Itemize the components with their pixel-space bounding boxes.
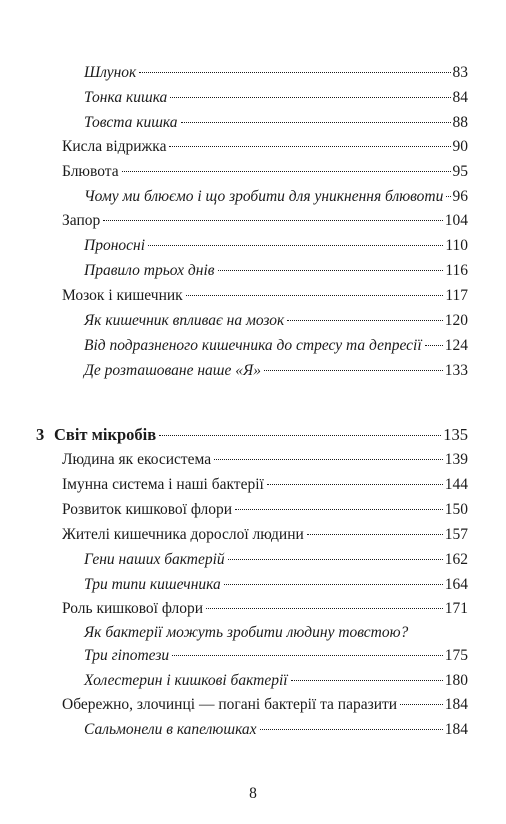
dot-leader: [103, 220, 443, 221]
toc-page-number: 180: [444, 672, 468, 689]
toc-page-number: 116: [445, 262, 468, 279]
toc-subentry: [84, 670, 468, 692]
dot-leader: [425, 345, 443, 346]
toc-page-number: 110: [445, 237, 468, 254]
toc-title: Сальмонели в капелюшках: [84, 721, 257, 738]
toc-title: Правило трьох днів: [84, 262, 215, 279]
chapter-number: 3: [36, 425, 45, 444]
toc-page-number: 164: [444, 576, 468, 593]
toc-entry: [62, 285, 468, 307]
toc-title: Людина як екосистема: [62, 451, 212, 468]
toc-title: Три типи кишечника: [84, 576, 221, 593]
toc-subentry: [84, 62, 468, 84]
toc-page-number: 144: [444, 476, 468, 493]
toc-title: Запор: [62, 212, 101, 229]
toc-page-number: 88: [452, 114, 468, 131]
dot-leader: [267, 484, 443, 485]
toc-title: Роль кишкової флори: [62, 600, 204, 617]
toc-page-number: 104: [444, 212, 468, 229]
dot-leader: [260, 729, 443, 730]
toc-page-number: 117: [445, 287, 468, 304]
toc-subentry: [84, 235, 468, 257]
toc-title: Світ мікробів: [54, 425, 157, 444]
dot-leader: [228, 559, 443, 560]
dot-leader: [291, 680, 443, 681]
toc-title: Розвиток кишкової флори: [62, 501, 233, 518]
toc-page-number: 150: [444, 501, 468, 518]
toc-title: Жителі кишечника дорослої людини: [62, 526, 304, 543]
toc-entry: [62, 524, 468, 546]
toc-chapter: [36, 424, 468, 446]
toc-page-number: 157: [444, 526, 468, 543]
toc-subentry: [84, 622, 468, 644]
toc-entry: [62, 694, 468, 716]
toc-subentry: [84, 310, 468, 332]
toc-title: Холестерин і кишкові бактерії: [84, 672, 288, 689]
dot-leader: [206, 608, 443, 609]
toc-title: Гени наших бактерій: [84, 551, 225, 568]
toc-page-number: 90: [452, 138, 468, 155]
toc-page-number: 175: [444, 647, 468, 664]
toc-subentry: [84, 645, 468, 667]
toc-subentry: [84, 112, 468, 134]
toc-page-number: 135: [443, 425, 468, 444]
dot-leader: [224, 584, 443, 585]
toc-subentry: [84, 719, 468, 741]
dot-leader: [235, 509, 443, 510]
toc-subentry: [84, 574, 468, 596]
toc-page-number: 171: [444, 600, 468, 617]
toc-entry: [62, 136, 468, 158]
toc-entry: [62, 161, 468, 183]
toc-entry: [62, 598, 468, 620]
toc-title: Блювота: [62, 163, 119, 180]
toc-title: Обережно, злочинці — погані бактерії та паразити: [62, 696, 398, 713]
toc-entry: [62, 210, 468, 232]
dot-leader: [139, 72, 450, 73]
dot-leader: [400, 704, 443, 705]
toc-title: Де розташоване наше «Я»: [84, 362, 261, 379]
toc-title: Шлунок: [84, 64, 137, 81]
toc-page-number: 133: [444, 362, 468, 379]
toc-title: Як кишечник впливає на мозок: [84, 312, 285, 329]
dot-leader: [181, 122, 451, 123]
toc-title: Імунна система і наші бактерії: [62, 476, 264, 493]
toc-page-number: 139: [444, 451, 468, 468]
toc-page-number: 96: [452, 188, 468, 205]
toc-subentry: [84, 186, 468, 208]
page-number: 8: [249, 785, 257, 802]
toc-title: Тонка кишка: [84, 89, 168, 106]
dot-leader: [159, 435, 441, 436]
dot-leader: [186, 295, 444, 296]
toc-title: Три гіпотези: [84, 647, 170, 664]
toc-entry: [62, 499, 468, 521]
toc-title: Проносні: [84, 237, 146, 254]
toc-title: Чому ми блюємо і що зробити для уникнення блювоти: [84, 188, 444, 205]
toc-page-number: 184: [444, 721, 468, 738]
dot-leader: [214, 459, 443, 460]
toc-page-number: 124: [444, 337, 468, 354]
dot-leader: [148, 245, 443, 246]
toc-title: Товста кишка: [84, 114, 178, 131]
dot-leader: [446, 196, 450, 197]
toc-page-number: 120: [444, 312, 468, 329]
toc-title: Від подразненого кишечника до стресу та депресії: [84, 337, 422, 354]
toc-page-number: 184: [444, 696, 468, 713]
toc-title: Кисла відрижка: [62, 138, 167, 155]
toc-page-number: 95: [452, 163, 468, 180]
toc-page-number: 83: [452, 64, 468, 81]
dot-leader: [264, 370, 443, 371]
toc-subentry: [84, 360, 468, 382]
dot-leader: [287, 320, 443, 321]
dot-leader: [122, 171, 451, 172]
dot-leader: [170, 97, 450, 98]
dot-leader: [172, 655, 443, 656]
toc-page-number: 84: [452, 89, 468, 106]
toc-subentry: [84, 549, 468, 571]
dot-leader: [169, 146, 450, 147]
toc-subentry: [84, 87, 468, 109]
toc-entry: [62, 474, 468, 496]
dot-leader: [307, 534, 443, 535]
toc-subentry: [84, 335, 468, 357]
dot-leader: [218, 270, 444, 271]
toc-page-number: 162: [444, 551, 468, 568]
toc-subentry: [84, 260, 468, 282]
toc-entry: [62, 449, 468, 471]
toc-title: Як бактерії можуть зробити людину товстою?: [84, 624, 409, 641]
toc-title: Мозок і кишечник: [62, 287, 183, 304]
